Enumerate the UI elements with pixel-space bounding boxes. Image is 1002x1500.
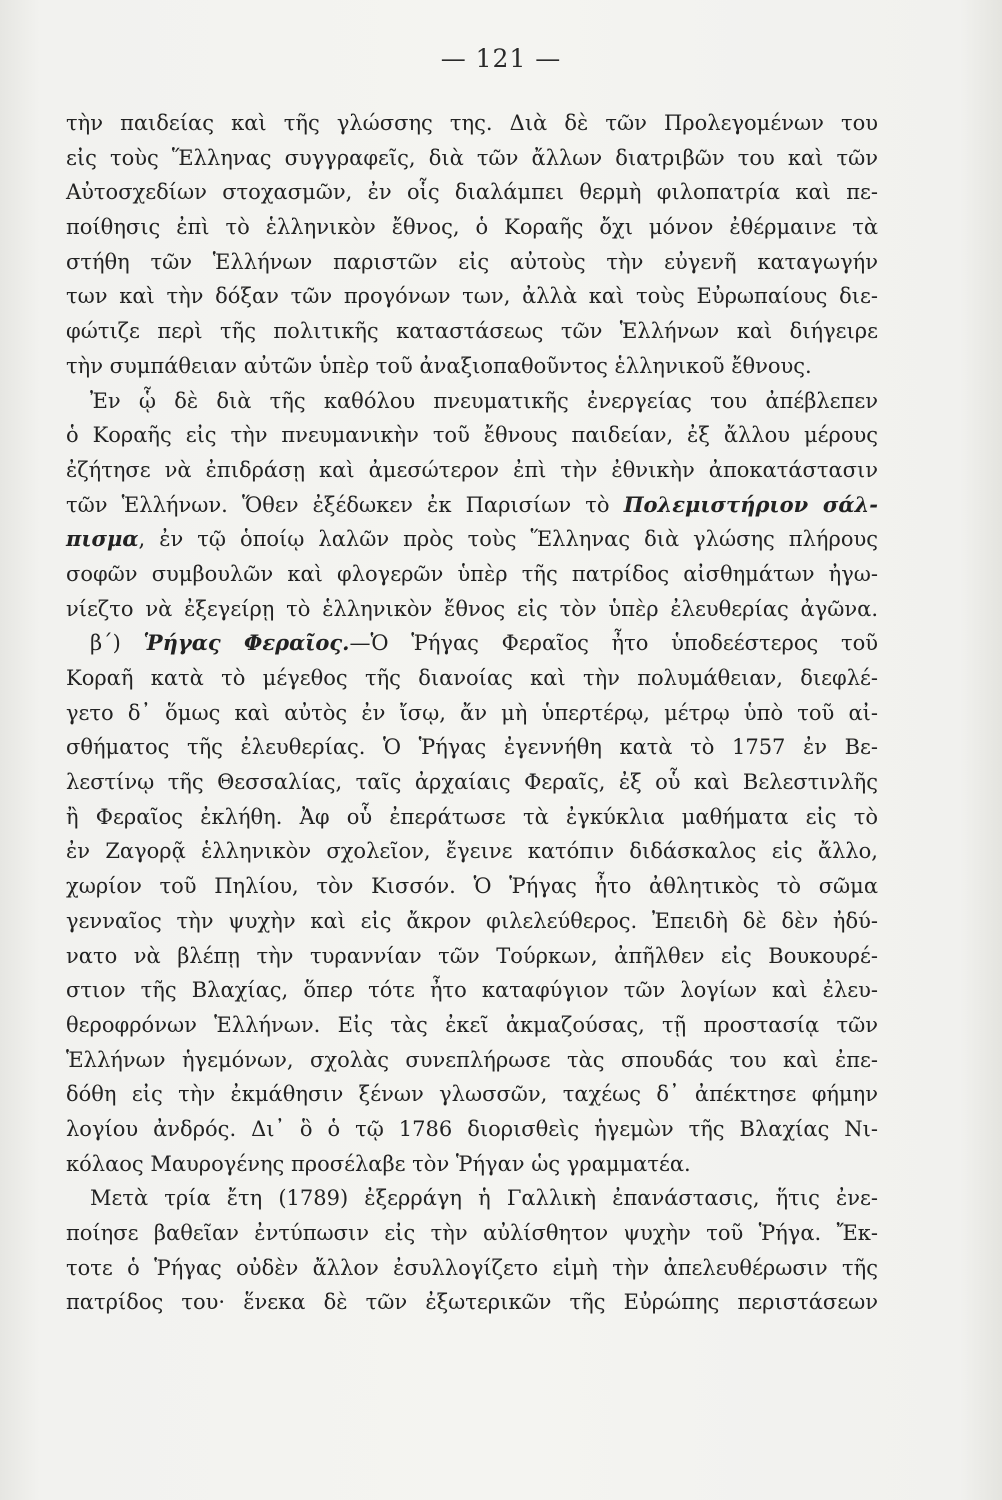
text-line — [66, 1008, 878, 1043]
text-line — [66, 1285, 878, 1320]
text-line — [66, 834, 878, 869]
text-line — [66, 349, 878, 384]
text-segment: χωρίον τοῦ Πηλίου, τὸν Κισσόν. Ὁ Ῥήγας ἦτο ἀθλητικὸς τὸ σῶμα — [66, 874, 878, 899]
text-segment: ἢ Φεραῖος ἐκλήθη. Ἀφ οὗ ἐπεράτωσε τὰ ἐγκύκλια μαθήματα εἰς τὸ — [66, 804, 878, 829]
text-segment: ὁ Κοραῆς εἰς τὴν πνευμανικὴν τοῦ ἔθνους παιδείαν, ἐξ ἄλλου μέρους — [66, 423, 878, 448]
text-line — [66, 384, 878, 419]
text-segment: Αὐτοσχεδίων στοχασμῶν, ἐν οἷς διαλάμπει θερμὴ φιλοπατρία καὶ πε- — [66, 180, 878, 205]
text-line — [66, 904, 878, 939]
text-line — [66, 106, 878, 141]
text-line — [66, 800, 878, 835]
text-segment: Ἑλλήνων ἡγεμόνων, σχολὰς συνεπλήρωσε τὰς σπουδάς του καὶ ἐπε- — [66, 1047, 878, 1072]
emphasized-text: Ῥήγας Φεραῖος. — [143, 630, 350, 656]
text-segment: στήθη τῶν Ἑλλήνων παριστῶν εἰς αὐτοὺς τὴν εὐγενῆ καταγωγήν — [66, 249, 878, 274]
text-line — [66, 765, 878, 800]
emphasized-text: πισμα — [66, 526, 139, 552]
text-line — [66, 592, 878, 627]
text-segment: νατο νὰ βλέπῃ τὴν τυραννίαν τῶν Τούρκων, ἀπῆλθεν εἰς Βουκουρέ- — [66, 943, 878, 968]
text-segment: , ἐν τῷ ὁποίῳ λαλῶν πρὸς τοὺς Ἕλληνας διὰ γλώσης πλήρους — [138, 527, 878, 552]
text-segment: θεροφρόνων Ἑλλήνων. Εἰς τὰς ἐκεῖ ἀκμαζούσας, τῇ προστασίᾳ τῶν — [66, 1012, 878, 1037]
text-segment: λογίου ἀνδρός. Δι᾽ ὃ ὁ τῷ 1786 διορισθεὶς ἡγεμὼν τῆς Βλαχίας Νι- — [66, 1116, 878, 1141]
text-segment: τὴν συμπάθειαν αὐτῶν ὑπὲρ τοῦ ἀναξιοπαθοῦντος ἑλληνικοῦ ἔθνους. — [66, 353, 812, 378]
text-line — [66, 869, 878, 904]
text-segment: δόθη εἰς τὴν ἐκμάθησιν ξένων γλωσσῶν, ταχέως δ᾽ ἀπέκτησε φήμην — [66, 1082, 878, 1107]
text-line — [66, 314, 878, 349]
text-segment: σοφῶν συμβουλῶν καὶ φλογερῶν ὑπὲρ τῆς πατρίδος αἰσθημάτων ἠγω- — [66, 561, 878, 586]
text-line — [66, 557, 878, 592]
text-line — [66, 141, 878, 176]
text-segment: ἐν Ζαγορᾷ ἑλληνικὸν σχολεῖον, ἔγεινε κατόπιν διδάσκαλος εἰς ἄλλο, — [66, 839, 878, 864]
text-line — [66, 626, 878, 661]
text-line — [66, 1147, 878, 1182]
text-line — [66, 279, 878, 314]
text-line — [66, 522, 878, 557]
text-line — [66, 1043, 878, 1078]
text-line — [66, 730, 878, 765]
text-segment: ποίθησις ἐπὶ τὸ ἑλληνικὸν ἔθνος, ὁ Κοραῆς ὄχι μόνον ἐθέρμαινε τὰ — [66, 215, 878, 240]
text-segment: πατρίδος του· ἕνεκα δὲ τῶν ἐξωτερικῶν τῆς Εὐρώπης περιστάσεων — [66, 1290, 878, 1315]
text-line — [66, 939, 878, 974]
text-segment: Ἐν ᾧ δὲ διὰ τῆς καθόλου πνευματικῆς ἐνεργείας του ἀπέβλεπεν — [90, 388, 878, 413]
text-segment: τοτε ὁ Ῥήγας οὐδὲν ἄλλον ἐσυλλογίζετο εἰμὴ τὴν ἀπελευθέρωσιν τῆς — [66, 1255, 878, 1280]
text-segment: Μετὰ τρία ἔτη (1789) ἐξερράγη ἡ Γαλλικὴ ἐπανάστασις, ἥτις ἐνε- — [90, 1186, 878, 1211]
text-segment: νίεζτο νὰ ἐξεγείρῃ τὸ ἑλληνικὸν ἔθνος εἰς τὸν ὑπὲρ ἐλευθερίας ἀγῶνα. — [66, 596, 878, 621]
body-text — [66, 106, 878, 1320]
text-segment: τῶν Ἑλλήνων. Ὅθεν ἐξέδωκεν ἐκ Παρισίων τὸ — [66, 492, 624, 517]
text-segment: εἰς τοὺς Ἕλληνας συγγραφεῖς, διὰ τῶν ἄλλων διατριβῶν του καὶ τῶν — [66, 145, 878, 170]
text-segment: φώτιζε περὶ τῆς πολιτικῆς καταστάσεως τῶν Ἑλλήνων καὶ διήγειρε — [66, 319, 878, 344]
text-segment: ποίησε βαθεῖαν ἐντύπωσιν εἰς τὴν αὐλίσθητον ψυχὴν τοῦ Ῥήγα. Ἔκ- — [66, 1221, 878, 1245]
text-segment: —Ὁ Ῥήγας Φεραῖος ἦτο ὑποδεέστερος τοῦ — [349, 631, 878, 656]
text-line — [66, 661, 878, 696]
text-line — [66, 1077, 878, 1112]
text-segment: ἐζήτησε νὰ ἐπιδράσῃ καὶ ἀμεσώτερον ἐπὶ τὴν ἐθνικὴν ἀποκατάστασιν — [66, 457, 878, 482]
text-segment: γενναῖος τὴν ψυχὴν καὶ εἰς ἄκρον φιλελεύθερος. Ἐπειδὴ δὲ δὲν ἠδύ- — [66, 908, 878, 933]
text-segment: σθήματος τῆς ἐλευθερίας. Ὁ Ῥήγας ἐγεννήθη κατὰ τὸ 1757 ἐν Βε- — [66, 735, 878, 760]
text-line — [66, 488, 878, 523]
text-line — [66, 245, 878, 280]
text-line — [66, 1251, 878, 1286]
text-line — [66, 175, 878, 210]
emphasized-text: Πολεμιστήριον σάλ- — [623, 491, 879, 517]
text-line — [66, 210, 878, 245]
text-segment: γετο δ᾽ ὅμως καὶ αὐτὸς ἐν ἴσῳ, ἄν μὴ ὑπερτέρῳ, μέτρῳ ὑπὸ τοῦ αἰ- — [66, 700, 878, 725]
text-segment: στιον τῆς Βλαχίας, ὅπερ τότε ἦτο καταφύγιον τῶν λογίων καὶ ἐλευ- — [66, 978, 878, 1003]
text-line — [66, 1216, 878, 1251]
text-segment: Κοραῆ κατὰ τὸ μέγεθος τῆς διανοίας καὶ τὴν πολυμάθειαν, διεφλέ- — [66, 666, 878, 690]
text-segment: β´) — [90, 631, 144, 656]
text-line — [66, 696, 878, 731]
text-line — [66, 453, 878, 488]
page-number: — 121 — — [440, 44, 562, 73]
text-segment: λεστίνῳ τῆς Θεσσαλίας, ταῖς ἀρχαίαις Φεραῖς, ἐξ οὗ καὶ Βελεστινλῆς — [66, 770, 878, 795]
text-line — [66, 418, 878, 453]
text-segment: κόλαος Μαυρογένης προσέλαβε τὸν Ῥήγαν ὡς γραμματέα. — [66, 1151, 691, 1176]
text-line — [66, 1181, 878, 1216]
text-line — [66, 973, 878, 1008]
text-line — [66, 1112, 878, 1147]
text-segment: των καὶ τὴν δόξαν τῶν προγόνων των, ἀλλὰ καὶ τοὺς Εὐρωπαίους διε- — [66, 284, 878, 309]
text-segment: τὴν παιδείας καὶ τῆς γλώσσης της. Διὰ δὲ τῶν Προλεγομένων του — [66, 111, 878, 135]
